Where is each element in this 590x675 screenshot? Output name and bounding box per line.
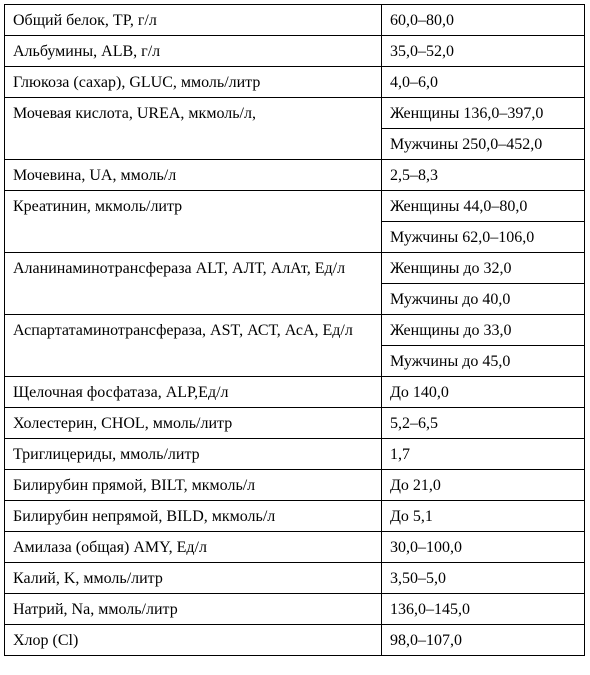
reference-value: 30,0–100,0 (382, 532, 585, 563)
reference-value: До 21,0 (382, 470, 585, 501)
reference-value: 98,0–107,0 (382, 625, 585, 656)
table-row (5, 253, 585, 284)
table-body (5, 5, 585, 656)
table-row (5, 563, 585, 594)
table-row (5, 67, 585, 98)
reference-value-men: Мужчины до 45,0 (382, 346, 585, 377)
table-row (5, 501, 585, 532)
parameter-name: Натрий, Na, ммоль/литр (5, 594, 382, 625)
parameter-name: Глюкоза (сахар), GLUC, ммоль/литр (5, 67, 382, 98)
table-row (5, 408, 585, 439)
parameter-name: Щелочная фосфатаза, ALP,Ед/л (5, 377, 382, 408)
reference-value: До 140,0 (382, 377, 585, 408)
table-row (5, 377, 585, 408)
parameter-name: Аланинаминотрансфераза ALT, АЛТ, АлАт, Ед/л (5, 253, 382, 315)
reference-value: 3,50–5,0 (382, 563, 585, 594)
table-row (5, 36, 585, 67)
parameter-name: Аспартатаминотрансфераза, AST, АСТ, АсА, Ед/л (5, 315, 382, 377)
parameter-name: Калий, K, ммоль/литр (5, 563, 382, 594)
table-row (5, 439, 585, 470)
table-row (5, 160, 585, 191)
parameter-name: Триглицериды, ммоль/литр (5, 439, 382, 470)
table-row (5, 191, 585, 222)
table-row (5, 625, 585, 656)
parameter-name: Билирубин прямой, BILT, мкмоль/л (5, 470, 382, 501)
table-row (5, 5, 585, 36)
reference-value-men: Мужчины 250,0–452,0 (382, 129, 585, 160)
parameter-name: Билирубин непрямой, BILD, мкмоль/л (5, 501, 382, 532)
reference-value-women: Женщины 44,0–80,0 (382, 191, 585, 222)
parameter-name: Мочевая кислота, UREA, мкмоль/л, (5, 98, 382, 160)
reference-value: 5,2–6,5 (382, 408, 585, 439)
table-row (5, 98, 585, 129)
reference-value: 136,0–145,0 (382, 594, 585, 625)
parameter-name: Холестерин, CHOL, ммоль/литр (5, 408, 382, 439)
parameter-name: Мочевина, UA, ммоль/л (5, 160, 382, 191)
reference-value: 4,0–6,0 (382, 67, 585, 98)
parameter-name: Альбумины, ALB, г/л (5, 36, 382, 67)
reference-value: 60,0–80,0 (382, 5, 585, 36)
reference-value-men: Мужчины 62,0–106,0 (382, 222, 585, 253)
reference-value-women: Женщины 136,0–397,0 (382, 98, 585, 129)
reference-value-men: Мужчины до 40,0 (382, 284, 585, 315)
reference-values-table (4, 4, 585, 656)
table-row (5, 594, 585, 625)
reference-value: 35,0–52,0 (382, 36, 585, 67)
reference-value: До 5,1 (382, 501, 585, 532)
table-row (5, 470, 585, 501)
reference-value-women: Женщины до 32,0 (382, 253, 585, 284)
reference-value: 2,5–8,3 (382, 160, 585, 191)
parameter-name: Хлор (Cl) (5, 625, 382, 656)
reference-value-women: Женщины до 33,0 (382, 315, 585, 346)
parameter-name: Общий белок, TP, г/л (5, 5, 382, 36)
parameter-name: Амилаза (общая) AMY, Ед/л (5, 532, 382, 563)
parameter-name: Креатинин, мкмоль/литр (5, 191, 382, 253)
table-row (5, 532, 585, 563)
table-row (5, 315, 585, 346)
reference-value: 1,7 (382, 439, 585, 470)
